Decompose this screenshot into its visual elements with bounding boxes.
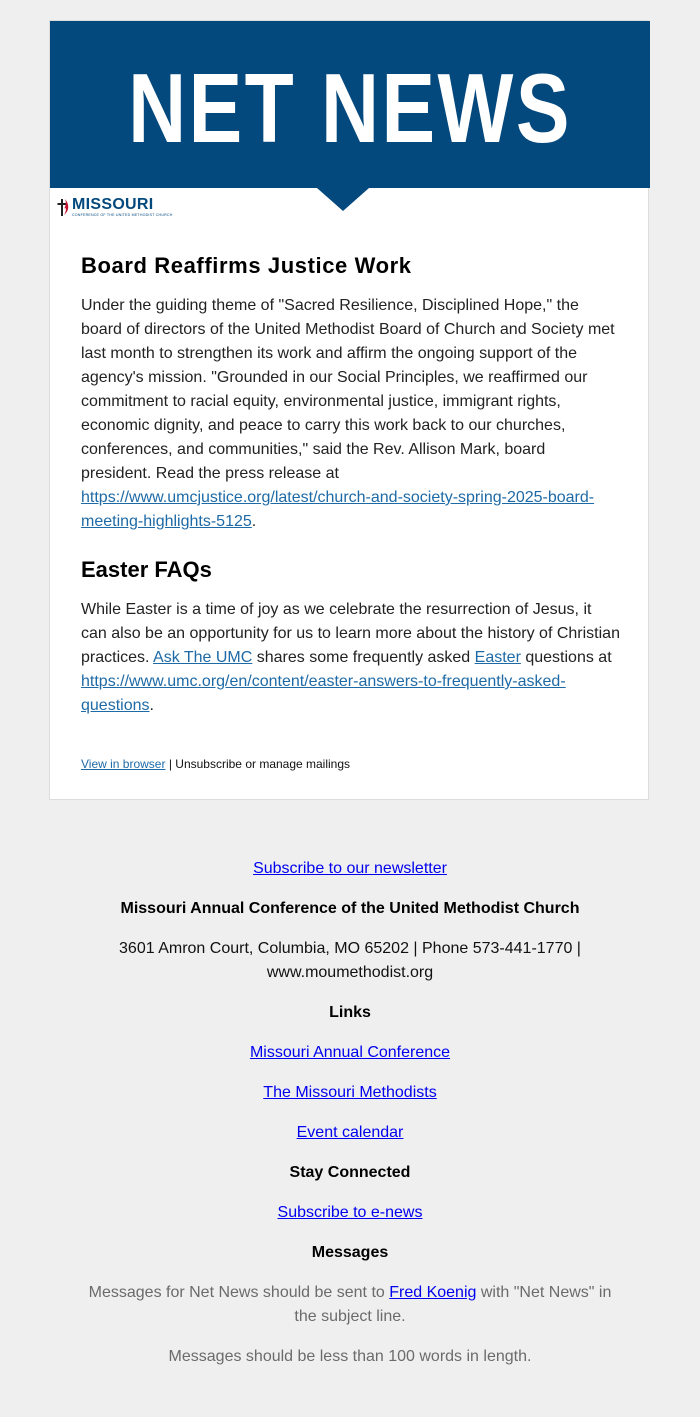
subscribe-enews-link[interactable]: Subscribe to e-news xyxy=(277,1204,423,1221)
stay-connected-heading: Stay Connected xyxy=(289,1164,411,1181)
content-area xyxy=(81,253,621,718)
missouri-conference-link[interactable]: Missouri Annual Conference xyxy=(249,1044,451,1061)
press-release-link[interactable]: https://www.umcjustice.org/latest/church-and-society-spring-2025-board- meeting-highlights-5125 xyxy=(81,489,595,530)
missouri-methodists-link[interactable]: The Missouri Methodists xyxy=(263,1084,437,1101)
article-body: While Easter is a time of joy as we celebrate the resurrection of Jesus, it can also be an opportunity for us to learn more about the history of Christian practices. Ask The UMC shares some frequently asked Easter questions at https://www.umc.org/en/content/easter-answers-to-frequently-asked- questions. xyxy=(81,601,620,714)
subscribe-newsletter-link[interactable]: Subscribe to our newsletter xyxy=(253,860,447,877)
easter-link[interactable]: Easter xyxy=(474,649,521,666)
messages-instructions: Messages for Net News should be sent to Fred Koenig with "Net News" in the subject line. xyxy=(88,1284,612,1325)
card-footer: View in browser | Unsubscribe or manage mailings xyxy=(81,757,351,771)
address: 3601 Amron Court, Columbia, MO 65202 | Phone 573-441-1770 | www.moumethodist.org xyxy=(119,940,581,981)
org-name: Missouri Annual Conference of the United Methodist Church xyxy=(120,900,580,917)
banner-title: NET NEWS xyxy=(128,53,572,163)
contact-link[interactable]: Fred Koenig xyxy=(389,1284,477,1301)
article-body: Under the guiding theme of "Sacred Resilience, Disciplined Hope," the board of directors of the United Methodist Board of Church and Society met last month to strengthen its work and affirm the ongoing support of the agency's mission. "Grounded in our Social Principles, we reaffirmed our commitment to racial equity, environmental justice, immigrant rights, economic dignity, and peace to carry this work back to our churches, conferences, and communities," said the Rev. Allison Mark, board president. Read the press release at https://www.umcjustice.org/latest/church-and-society-spring-2025-board- meeting-highlights-5125. xyxy=(81,297,615,530)
conference-logo xyxy=(57,195,173,219)
view-in-browser-link[interactable]: View in browser xyxy=(81,757,166,771)
banner-notch xyxy=(317,188,369,211)
unsubscribe-text[interactable]: Unsubscribe or manage mailings xyxy=(175,757,351,771)
messages-heading: Messages xyxy=(311,1244,389,1261)
event-calendar-link[interactable]: Event calendar xyxy=(296,1124,404,1141)
newsletter-card xyxy=(49,20,649,800)
easter-faq-link[interactable]: https://www.umc.org/en/content/easter-answers-to-frequently-asked- questions xyxy=(81,673,566,714)
article-title: Board Reaffirms Justice Work xyxy=(81,253,412,278)
article-title: Easter FAQs xyxy=(81,557,212,582)
length-note: Messages should be less than 100 words in length. xyxy=(168,1348,532,1365)
cross-flame-icon xyxy=(57,197,70,217)
links-heading: Links xyxy=(329,1004,371,1021)
header-banner xyxy=(50,21,650,188)
logo-subtitle: CONFERENCE OF THE UNITED METHODIST CHURCH xyxy=(72,212,173,217)
logo-name: MISSOURI xyxy=(72,195,154,213)
ask-the-umc-link[interactable]: Ask The UMC xyxy=(153,649,253,666)
